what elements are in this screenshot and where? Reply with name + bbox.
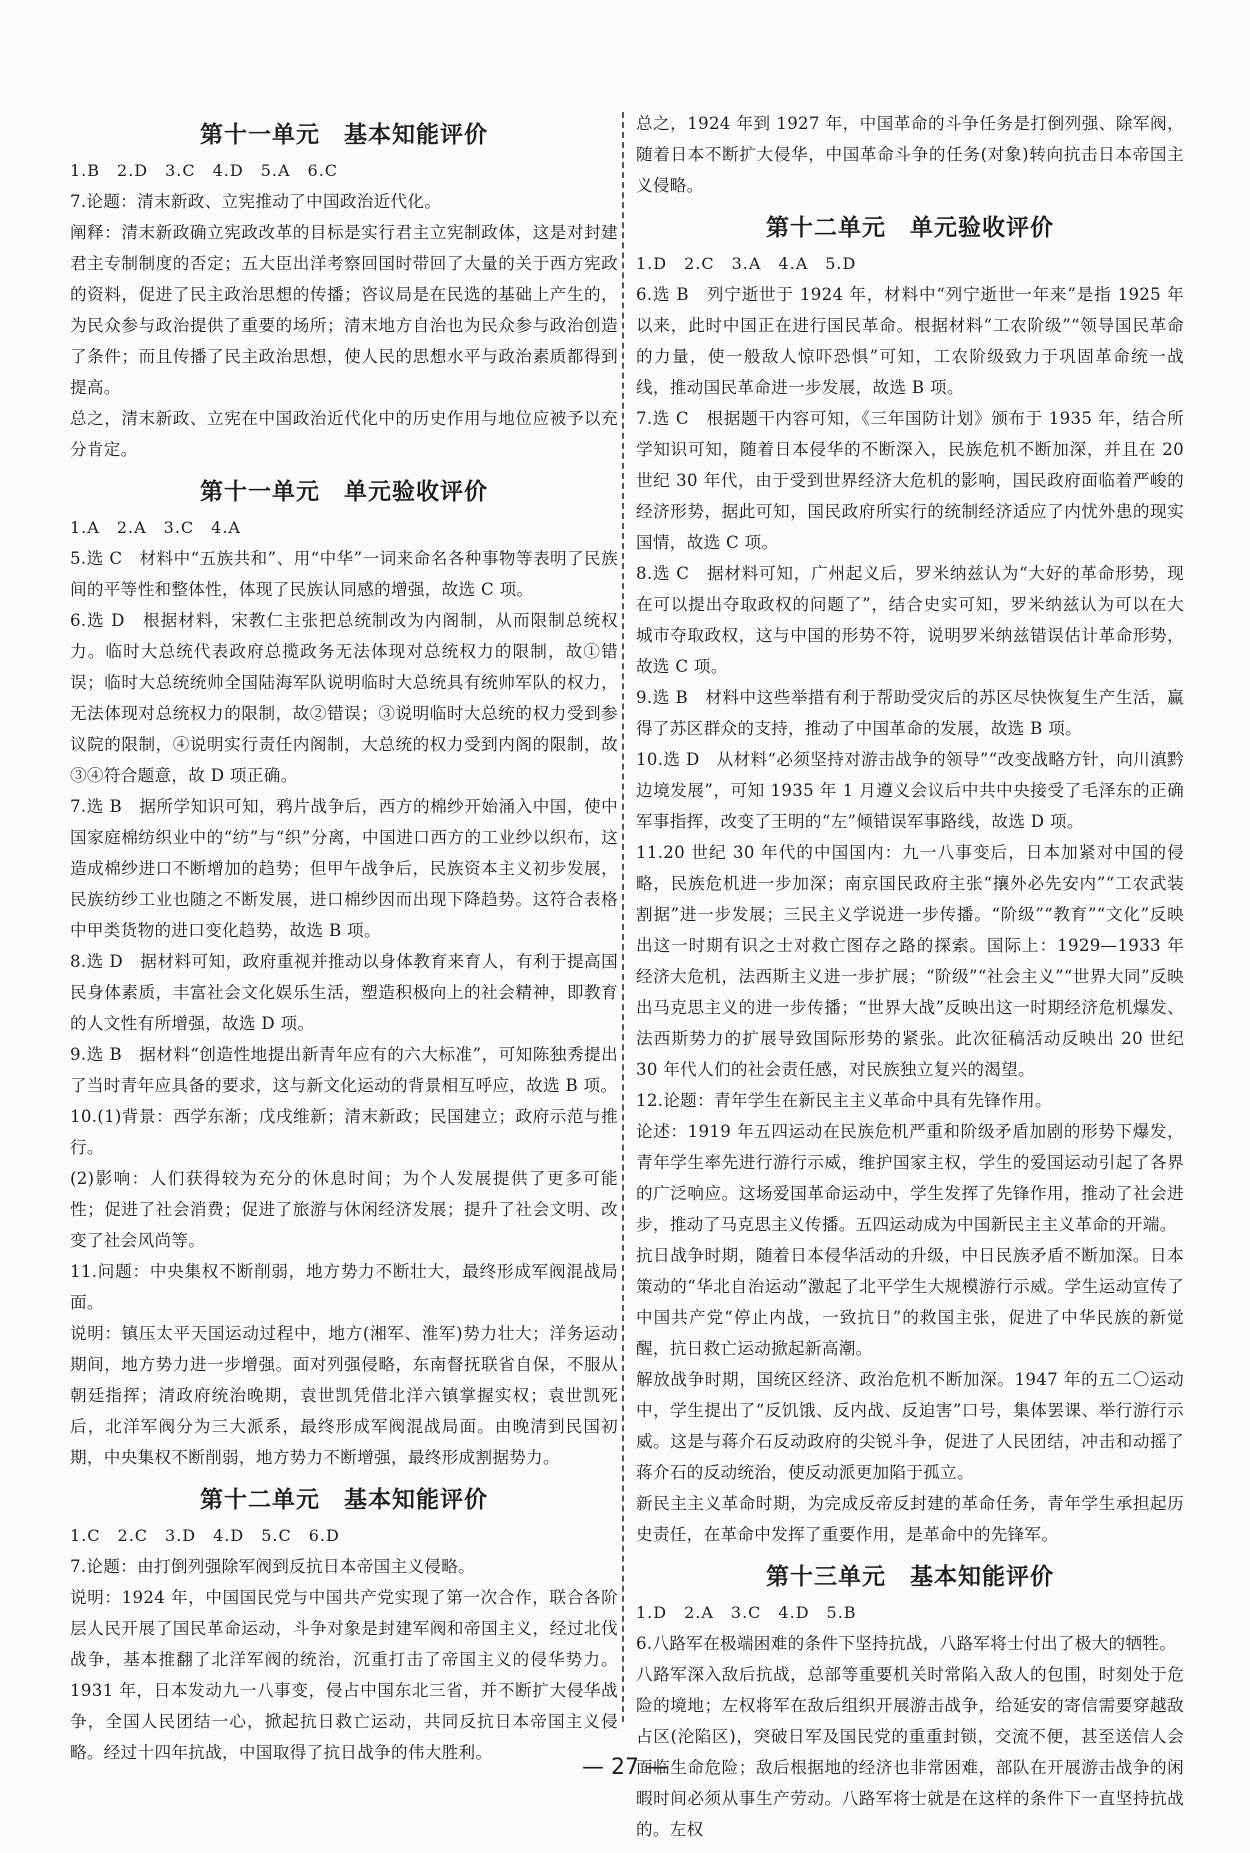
answer-key: 1.D 2.A 3.C 4.D 5.B — [636, 1603, 857, 1622]
paragraph: 说明：镇压太平天国运动过程中，地方(湘军、淮军)势力壮大；洋务运动期间，地方势力进一步增强。面对列强侵略，东南督抚联省自保，不服从朝廷指挥；清政府统治晚期，袁世凯凭借北洋六镇掌握实权；袁世凯死后，北洋军阀分为三大派系，最终形成军阀混战局面。由晚清到民国初期，中央集权不断削弱，地方势力不断增强，最终形成割据势力。 — [70, 1324, 618, 1467]
paragraph: 阐释：清末新政确立宪政改革的目标是实行君主立宪制政体，这是对封建君主专制制度的否定；五大臣出洋考察回国时带回了大量的关于西方宪政的资料，促进了民主政治思想的传播；咨议局是在民选的基础上产生的，为民众参与政治提供了重要的场所；清末地方自治也为民众参与政治创造了条件；而且传播了民主政治思想，使人民的思想水平与政治素质都得到提高。 — [70, 223, 618, 397]
paragraph: 7.论题：由打倒列强除军阀到反抗日本帝国主义侵略。 — [70, 1557, 475, 1576]
paragraph: 6.选 B 列宁逝世于 1924 年，材料中“列宁逝世一年来”是指 1925 年以来，此时中国正在进行国民革命。根据材料“工农阶级”“领导国民革命的力量，使一般敌人惊吓恐惧”可知，工农阶级致力于巩固革命统一战线，推动国民革命进一步发展，故选 B 项。 — [636, 285, 1184, 397]
paragraph: 八路军深入敌后抗战，总部等重要机关时常陷入敌人的包围，时刻处于危险的境地；左权将军在敌后组织开展游击战争，给延安的寄信需要穿越敌占区(沦陷区)，突破日军及国民党的重重封锁，交流不便，甚至送信人会面临生命危险；敌后根据地的经济也非常困难，部队在开展游击战争的闲暇时间必须从事生产劳动。八路军将士就是在这样的条件下一直坚持抗战的。左权 — [636, 1665, 1184, 1839]
paragraph: 9.选 B 材料中这些举措有利于帮助受灾后的苏区尽快恢复生产生活，赢得了苏区群众的支持，推动了中国革命的发展，故选 B 项。 — [636, 688, 1184, 738]
right-column — [636, 108, 1184, 1845]
answer-key: 1.D 2.C 3.A 4.A 5.D — [636, 254, 857, 273]
paragraph: 总之，清末新政、立宪在中国政治近代化中的历史作用与地位应被予以充分肯定。 — [70, 409, 618, 459]
paragraph: (2)影响：人们获得较为充分的休息时间；为个人发展提供了更多可能性；促进了社会消费；促进了旅游与休闲经济发展；提升了社会文明、改变了社会风尚等。 — [70, 1169, 618, 1250]
paragraph: 8.选 D 据材料可知，政府重视并推动以身体教育来育人，有利于提高国民身体素质，丰富社会文化娱乐生活，塑造积极向上的社会精神，即教育的人文性有所增强，故选 D 项。 — [70, 952, 618, 1033]
section-title: 第十二单元 基本知能评价 — [200, 1487, 488, 1513]
paragraph: 10.(1)背景：西学东渐；戊戌维新；清末新政；民国建立；政府示范与推行。 — [70, 1107, 618, 1157]
paragraph: 总之，1924 年到 1927 年，中国革命的斗争任务是打倒列强、除军阀，随着日本不断扩大侵华，中国革命斗争的任务(对象)转向抗击日本帝国主义侵略。 — [636, 114, 1184, 195]
paragraph: 7.选 C 根据题干内容可知，《三年国防计划》颁布于 1935 年，结合所学知识可知，随着日本侵华的不断深入，民族危机不断加深，并且在 20 世纪 30 年代，由于受到世界经济大危机的影响，国民政府面临着严峻的经济形势，据此可知，国民政府所实行的统制经济适应了内忧外患的现实国情，故选 C 项。 — [636, 409, 1184, 552]
left-column — [70, 108, 618, 1768]
paragraph: 解放战争时期，国统区经济、政治危机不断加深。1947 年的五二〇运动中，学生提出了“反饥饿、反内战、反迫害”口号，集体罢课、举行游行示威。这是与蒋介石反动政府的尖锐斗争，促进了人民团结，冲击和动摇了蒋介石的反动统治，使反动派更加陷于孤立。 — [636, 1370, 1184, 1482]
paragraph: 10.选 D 从材料“必须坚持对游击战争的领导”“改变战略方针，向川滇黔边境发展”，可知 1935 年 1 月遵义会议后中共中央接受了毛泽东的正确军事指挥，改变了王明的“左”倾错误军事路线，故选 D 项。 — [636, 750, 1184, 831]
section-title: 第十一单元 基本知能评价 — [200, 122, 488, 148]
answer-key: 1.B 2.D 3.C 4.D 5.A 6.C — [70, 161, 339, 180]
paragraph: 8.选 C 据材料可知，广州起义后，罗米纳兹认为“大好的革命形势，现在可以提出夺取政权的问题了”，结合史实可知，罗米纳兹认为可以在大城市夺取政权，这与中国的形势不符，说明罗米纳兹错误估计革命形势，故选 C 项。 — [636, 564, 1184, 676]
paragraph: 论述：1919 年五四运动在民族危机严重和阶级矛盾加剧的形势下爆发，青年学生率先进行游行示威，维护国家主权，学生的爱国运动引起了各界的广泛响应。这场爱国革命运动中，学生发挥了先锋作用，推动了社会进步，推动了马克思主义传播。五四运动成为中国新民主主义革命的开端。 — [636, 1122, 1184, 1234]
paragraph: 新民主主义革命时期，为完成反帝反封建的革命任务，青年学生承担起历史责任，在革命中发挥了重要作用，是革命中的先锋军。 — [636, 1494, 1184, 1544]
section-title: 第十一单元 单元验收评价 — [200, 479, 488, 505]
page-number: — 27 — — [582, 1755, 668, 1780]
paragraph: 11.20 世纪 30 年代的中国国内：九一八事变后，日本加紧对中国的侵略，民族危机进一步加深；南京国民政府主张“攘外必先安内”“工农武装割据”进一步发展；三民主义学说进一步传播。“阶级”“教育”“文化”反映出这一时期有识之士对救亡图存之路的探索。国际上：1929—1933 年经济大危机，法西斯主义进一步扩展；“阶级”“社会主义”“世界大同”反映出马克思主义的进一步传播；“世界大战”反映出这一时期经济危机爆发、法西斯势力的扩展导致国际形势的紧张。此次征稿活动反映出 20 世纪 30 年代人们的社会责任感，对民族独立复兴的渴望。 — [636, 843, 1184, 1079]
paragraph: 11.问题：中央集权不断削弱，地方势力不断壮大，最终形成军阀混战局面。 — [70, 1262, 618, 1312]
section-title: 第十三单元 基本知能评价 — [766, 1564, 1054, 1590]
paragraph: 6.选 D 根据材料，宋教仁主张把总统制改为内阁制，从而限制总统权力。临时大总统代表政府总揽政务无法体现对总统权力的限制，故①错误；临时大总统统帅全国陆海军队说明临时大总统具有统帅军队的权力，无法体现对总统权力的限制，故②错误；③说明临时大总统的权力受到参议院的限制，④说明实行责任内阁制，大总统的权力受到内阁的限制，故③④符合题意，故 D 项正确。 — [70, 611, 618, 785]
paragraph: 9.选 B 据材料“创造性地提出新青年应有的六大标准”，可知陈独秀提出了当时青年应具备的要求，这与新文化运动的背景相互呼应，故选 B 项。 — [70, 1045, 618, 1095]
section-title: 第十二单元 单元验收评价 — [766, 215, 1054, 241]
paragraph: 说明：1924 年，中国国民党与中国共产党实现了第一次合作，联合各阶层人民开展了国民革命运动，斗争对象是封建军阀和帝国主义，经过北伐战争，基本推翻了北洋军阀的统治，沉重打击了帝国主义的侵华势力。1931 年，日本发动九一八事变，侵占中国东北三省，并不断扩大侵华战争，全国人民团结一心，掀起抗日救亡运动，共同反抗日本帝国主义侵略。经过十四年抗战，中国取得了抗日战争的伟大胜利。 — [70, 1588, 618, 1762]
paragraph: 6.八路军在极端困难的条件下坚持抗战，八路军将士付出了极大的牺牲。 — [636, 1634, 1177, 1653]
paragraph: 12.论题：青年学生在新民主主义革命中具有先锋作用。 — [636, 1091, 1052, 1110]
paragraph: 7.选 B 据所学知识可知，鸦片战争后，西方的棉纱开始涌入中国，使中国家庭棉纺织业中的“纺”与“织”分离，中国进口西方的工业纱以织布，这造成棉纱进口不断增加的趋势；但甲午战争后，民族资本主义初步发展，民族纺纱工业也随之不断发展，进口棉纱因而出现下降趋势。这符合表格中甲类货物的进口变化趋势，故选 B 项。 — [70, 797, 618, 940]
paragraph: 抗日战争时期，随着日本侵华活动的升级，中日民族矛盾不断加深。日本策动的“华北自治运动”激起了北平学生大规模游行示威。学生运动宣传了中国共产党“停止内战，一致抗日”的救国主张，促进了中华民族的新觉醒，抗日救亡运动掀起新高潮。 — [636, 1246, 1184, 1358]
paragraph: 7.论题：清末新政、立宪推动了中国政治近代化。 — [70, 192, 442, 211]
column-divider — [622, 112, 624, 1722]
answer-key: 1.A 2.A 3.C 4.A — [70, 518, 241, 537]
answer-key: 1.C 2.C 3.D 4.D 5.C 6.D — [70, 1526, 340, 1545]
paragraph: 5.选 C 材料中“五族共和”、用“中华”一词来命名各种事物等表明了民族间的平等性和整体性，体现了民族认同感的增强，故选 C 项。 — [70, 549, 618, 599]
